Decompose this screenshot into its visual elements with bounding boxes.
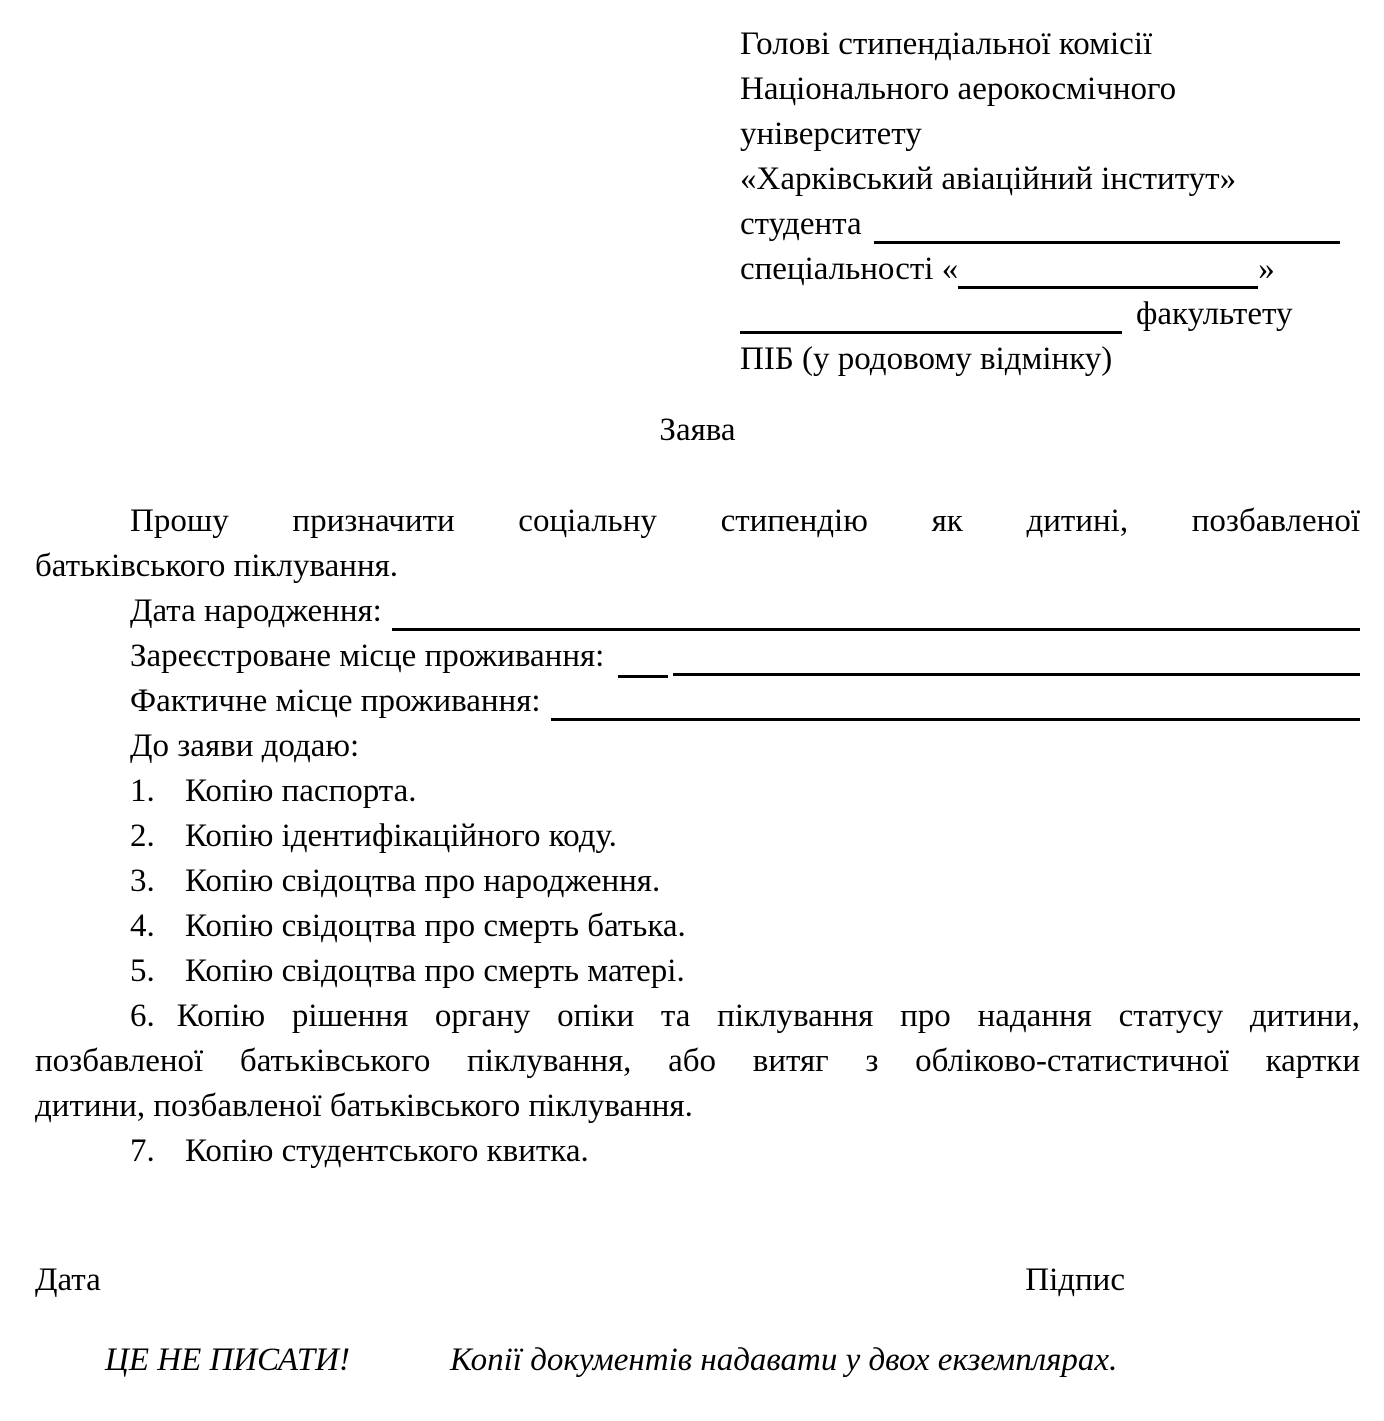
item-number: 2. [130,818,155,854]
attachment-item-1 [130,769,1360,814]
attachment-item-4 [130,904,1360,949]
item-number: 7. [130,1133,155,1169]
date-label: Дата [35,1262,101,1298]
name-format-note: ПІБ (у родовому відмінку) [740,341,1113,377]
request-line: батьківського піклування. [35,548,399,584]
item-text: Копію студентського квитка. [185,1133,589,1169]
date-signature-row [35,1258,1360,1303]
faculty-blank-line [740,331,1122,334]
item-text: Копію паспорта. [185,773,417,809]
registered-address-blank-line [673,673,1360,676]
specialty-blank-line [958,286,1258,289]
addressee-line: університету [740,116,922,152]
actual-address-row [130,679,1360,724]
student-name-blank-line [874,241,1340,244]
signature-label: Підпис [1025,1262,1125,1298]
actual-address-blank-line [551,718,1360,721]
registered-address-row [130,634,1360,679]
attachment-item-2 [130,814,1360,859]
birth-date-blank-line [392,628,1360,631]
item-text: Копію свідоцтва про смерть матері. [185,953,685,989]
faculty-label: факультету [1136,296,1293,332]
attachments-intro: До заяви додаю: [130,728,360,764]
item-number: 5. [130,953,155,989]
item-number: 4. [130,908,155,944]
do-not-write-warning: ЦЕ НЕ ПИСАТИ! [105,1342,350,1378]
attachment-item-6 [35,994,1360,1129]
item-number: 6. [130,998,155,1034]
addressee-line: Голові стипендіальної комісії [740,26,1153,62]
item-number: 1. [130,773,155,809]
item-6-line-2: позбавленої батьківського піклування, або витяг з обліково-статистичної картки [35,1043,1360,1079]
item-number: 3. [130,863,155,899]
specialty-close-quote: » [1258,251,1275,287]
attachment-item-3 [130,859,1360,904]
item-text: Копію ідентифікаційного коду. [185,818,617,854]
birth-date-row [130,589,1360,634]
addressee-block [740,22,1340,382]
actual-address-label: Фактичне місце проживання: [130,683,541,719]
item-text: Копію свідоцтва про смерть батька. [185,908,686,944]
request-paragraph [35,499,1360,589]
item-text: Копію свідоцтва про народження. [185,863,661,899]
document-title: Заява [659,412,736,448]
item-6-line-3: дитини, позбавленої батьківського піклування. [35,1088,693,1124]
faculty-row [740,292,1340,337]
footer-note-row [35,1338,1360,1383]
attachment-item-7 [130,1129,1360,1174]
student-label: студента [740,206,862,242]
copies-note: Копії документів надавати у двох екземплярах. [449,1342,1118,1378]
item-6-line-1 [35,994,1360,1039]
registered-address-blank-short [618,675,668,678]
specialty-row [740,247,1340,292]
birth-date-label: Дата народження: [130,593,382,629]
specialty-label: спеціальності « [740,251,959,287]
addressee-line: Національного аерокосмічного [740,71,1177,107]
registered-address-label: Зареєстроване місце проживання: [130,638,605,674]
item-text: Копію рішення органу опіки та піклування про надання статусу дитини, [176,998,1360,1034]
student-name-row [740,202,1340,247]
request-line: Прошу призначити соціальну стипендію як дитині, позбавленої [130,503,1360,539]
addressee-line: «Харківський авіаційний інститут» [740,161,1237,197]
attachment-item-5 [130,949,1360,994]
